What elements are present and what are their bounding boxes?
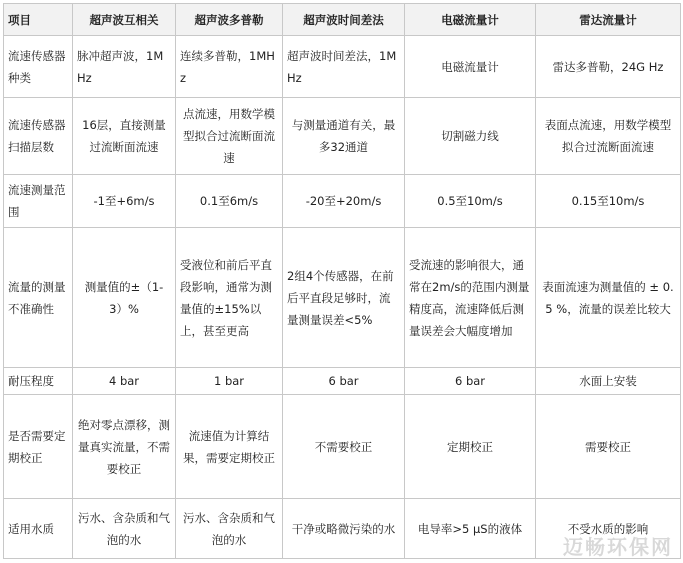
table-cell: 受流速的影响很大，通常在2m/s的范围内测量精度高，流速降低后测量误差会大幅度增加 [405, 228, 536, 368]
table-cell: 流速值为计算结果，需要定期校正 [176, 395, 283, 499]
table-row [4, 368, 681, 395]
row-label: 流量的测量不准确性 [4, 228, 73, 368]
row-label: 流速传感器种类 [4, 36, 73, 98]
table-cell: 雷达多普勒，24G Hz [536, 36, 681, 98]
table-cell: 水面上安装 [536, 368, 681, 395]
table-cell: 0.5至10m/s [405, 175, 536, 228]
table-cell: 不需要校正 [283, 395, 405, 499]
header-item: 项目 [4, 4, 73, 36]
table-cell: 表面流速为测量值的 ± 0.5 %，流量的误差比较大 [536, 228, 681, 368]
header-radar: 雷达流量计 [536, 4, 681, 36]
header-electromagnetic: 电磁流量计 [405, 4, 536, 36]
table-cell: 电磁流量计 [405, 36, 536, 98]
table-cell: 点流速，用数学模型拟合过流断面流速 [176, 98, 283, 175]
table-cell: 绝对零点漂移，测量真实流量，不需要校正 [73, 395, 176, 499]
row-label: 流速传感器扫描层数 [4, 98, 73, 175]
header-ultrasonic-cross-correlation: 超声波互相关 [73, 4, 176, 36]
table-cell: 切割磁力线 [405, 98, 536, 175]
header-ultrasonic-transit-time: 超声波时间差法 [283, 4, 405, 36]
table-cell: 连续多普勒，1MHz [176, 36, 283, 98]
table-row [4, 395, 681, 499]
table-row [4, 36, 681, 98]
table-row [4, 98, 681, 175]
table-cell: 2组4个传感器，在前后平直段足够时，流量测量误差<5% [283, 228, 405, 368]
table-row [4, 175, 681, 228]
table-cell: 1 bar [176, 368, 283, 395]
table-cell: 0.15至10m/s [536, 175, 681, 228]
comparison-table [3, 3, 681, 559]
header-row [4, 4, 681, 36]
table-cell: 受液位和前后平直段影响，通常为测量值的±15%以上，甚至更高 [176, 228, 283, 368]
table-cell: 测量值的±（1-3）% [73, 228, 176, 368]
row-label: 适用水质 [4, 499, 73, 559]
table-cell: 6 bar [405, 368, 536, 395]
table-row [4, 228, 681, 368]
table-cell: 6 bar [283, 368, 405, 395]
row-label: 流速测量范围 [4, 175, 73, 228]
table-cell: 16层，直接测量过流断面流速 [73, 98, 176, 175]
table-cell: 脉冲超声波，1MHz [73, 36, 176, 98]
table-cell: 定期校正 [405, 395, 536, 499]
table-cell: 干净或略微污染的水 [283, 499, 405, 559]
table-cell: 不受水质的影响 [536, 499, 681, 559]
table-cell: 与测量通道有关，最多32通道 [283, 98, 405, 175]
table-cell: 超声波时间差法，1MHz [283, 36, 405, 98]
table-cell: 污水、含杂质和气泡的水 [176, 499, 283, 559]
row-label: 耐压程度 [4, 368, 73, 395]
table-cell: 需要校正 [536, 395, 681, 499]
table-cell: 表面点流速，用数学模型拟合过流断面流速 [536, 98, 681, 175]
table-cell: -20至+20m/s [283, 175, 405, 228]
table-cell: -1至+6m/s [73, 175, 176, 228]
table-cell: 4 bar [73, 368, 176, 395]
table-cell: 电导率>5 μS的液体 [405, 499, 536, 559]
table-cell: 污水、含杂质和气泡的水 [73, 499, 176, 559]
table-cell: 0.1至6m/s [176, 175, 283, 228]
watermark: 迈畅环保网 [563, 535, 673, 559]
row-label: 是否需要定期校正 [4, 395, 73, 499]
header-ultrasonic-doppler: 超声波多普勒 [176, 4, 283, 36]
